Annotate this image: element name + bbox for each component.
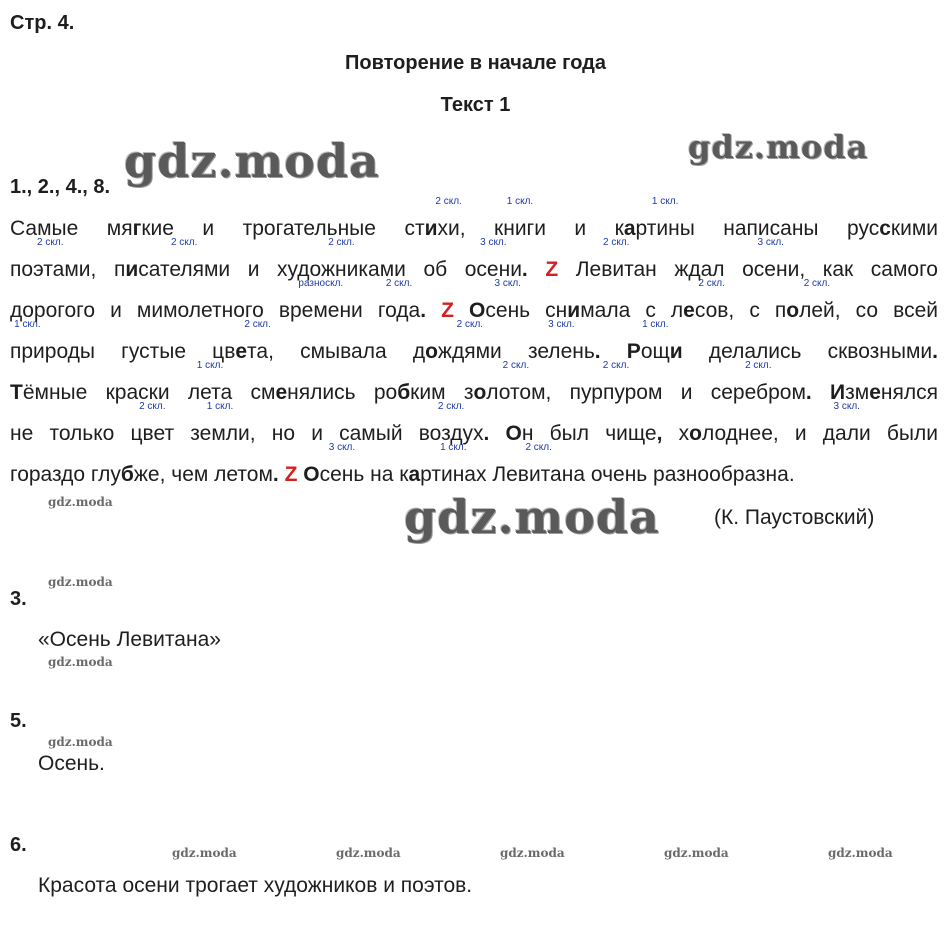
text-segment: ким з [410,381,474,404]
declension-label: 2 скл. [385,278,413,289]
watermark: gdz.moda [48,655,113,669]
highlighted-letter: с [879,217,891,240]
task-label-3: 3. [10,588,27,610]
declension-label: 1 скл. [206,401,234,412]
text-segment: же, чем летом [133,463,273,486]
text-segment: кие и трогательные ст [141,217,425,240]
task1-paragraph [10,196,939,495]
highlighted-letter: и [567,299,581,322]
highlighted-letter: г [132,217,142,240]
annotated-word: ртинах [420,463,487,486]
declension-label: 1 скл. [14,319,41,330]
text-segment: сн [530,299,568,322]
highlighted-letter: а [623,217,636,240]
text-segment: роды густые цв [44,340,236,363]
watermark: gdz.moda [48,495,113,509]
answer-5: Осень. [38,752,105,775]
annotated-word: года [377,299,421,322]
text-segment: и [230,258,277,281]
declension-label: 1 скл. [642,319,669,330]
annotated-word: Левитана [492,463,586,486]
annotated-word: дали [822,422,871,445]
annotated-word: книги [494,217,546,240]
text-segment: и к [545,217,624,240]
paragraph-mark: Z [545,258,559,281]
highlighted-letter: е [869,381,881,404]
declension-label: 2 скл. [502,360,530,371]
watermark: gdz.moda [404,490,660,544]
paragraph-line [10,196,939,249]
highlighted-letter: е [275,381,288,404]
text-segment: нялся [880,381,938,404]
highlighted-letter: Т [10,381,23,404]
highlighted-letter: о [473,381,487,404]
text-segment: , [459,217,495,240]
highlighted-letter: и [669,340,683,363]
annotated-word: ждями [437,340,502,363]
annotated-word: Левитан [575,258,657,281]
watermark: gdz.moda [688,128,869,166]
annotated-word: осени [464,258,522,281]
annotated-word: сов [694,299,729,322]
text-segment: н был чище [521,422,657,445]
declension-label: 2 скл. [170,237,198,248]
declension-label: 2 скл. [456,319,484,330]
declension-label: 2 скл. [803,278,831,289]
annotated-word: та [247,340,269,363]
annotated-word: хи [437,217,460,240]
highlighted-letter: О [469,299,486,322]
annotated-word: лета [187,381,233,404]
watermark: gdz.moda [664,846,729,860]
answer-6: Красота осени трогает художников и поэтов. [38,874,473,897]
declension-label: 1 скл. [651,196,679,207]
answer-3: «Осень Левитана» [38,628,221,651]
text-segment: кими [890,217,939,240]
text-segment: дорогого и мимолетного [10,299,279,322]
highlighted-letter: и [125,258,139,281]
text-segment: , п [90,258,126,281]
watermark: gdz.moda [336,846,401,860]
text-segment: , смывала д [268,340,426,363]
annotated-word: при [10,340,45,363]
text-segment: зм [845,381,870,404]
text-title: Текст 1 [440,94,511,116]
declension-label: 1 скл. [440,442,467,453]
declension-label: 2 скл. [37,237,64,248]
declension-label: 2 скл. [745,360,772,371]
text-segment [174,422,190,445]
annotated-word: пурпуром [569,381,663,404]
highlighted-letter: , [656,422,663,445]
highlighted-letter: е [683,299,695,322]
text-segment: Самые мя [10,217,133,240]
text-segment: х [662,422,690,445]
declension-label: 2 скл. [602,360,630,371]
annotated-word: ощ [640,340,670,363]
text-segment: , с п [728,299,787,322]
highlighted-letter: О [505,422,522,445]
declension-label: разноскл. [298,278,344,289]
text-segment: не только [10,422,131,445]
text-segment: были [870,422,938,445]
highlighted-letter: Р [626,340,641,363]
highlighted-letter: . [420,299,442,322]
highlighted-letter: . [594,340,627,363]
annotated-word: воздух [418,422,484,445]
text-segment: нялись ро [287,381,398,404]
text-segment: лоднее, и [701,422,823,445]
declension-label: 2 скл. [435,196,462,207]
text-segment: ёмные краски [22,381,188,404]
text-segment: , но и самый [249,422,419,445]
task-label-1: 1., 2., 4., 8. [10,176,111,198]
page-number: Стр. 4. [10,12,75,34]
declension-label: 2 скл. [525,442,552,453]
text-segment: и [662,381,711,404]
watermark: gdz.moda [500,846,565,860]
paragraph-line [10,237,938,290]
author-attribution: (К. Паустовский) [714,506,875,529]
declension-label: 2 скл. [139,401,166,412]
highlighted-letter: . [932,340,938,363]
annotated-word: земли [190,422,250,445]
declension-label: 2 скл. [328,237,355,248]
highlighted-letter: . [521,258,546,281]
declension-label: 2 скл. [437,401,465,412]
highlighted-letter: . [272,463,285,486]
text-segment: ждал [656,258,743,281]
annotated-word: сателями [138,258,231,281]
text-segment: очень разнообразна. [585,463,795,486]
highlighted-letter: о [786,299,800,322]
text-segment: об [405,258,465,281]
declension-label: 3 скл. [328,442,356,453]
declension-label: 3 скл. [548,319,575,330]
highlighted-letter: о [689,422,702,445]
paragraph-line [10,319,938,372]
declension-label: 1 скл. [196,360,224,371]
paragraph-line [10,401,938,454]
task-label-5: 5. [10,710,27,732]
declension-label: 3 скл. [494,278,521,289]
text-segment [363,299,378,322]
highlighted-letter: . [805,381,831,404]
watermark: gdz.moda [48,735,113,749]
paragraph-mark: Z [284,463,298,486]
text-segment: , [545,381,570,404]
highlighted-letter: е [235,340,248,363]
text-segment: написаны рус [694,217,880,240]
highlighted-letter: б [397,381,411,404]
watermark: gdz.moda [828,846,893,860]
annotated-word: лей [799,299,835,322]
annotated-word: ртины [635,217,695,240]
highlighted-letter: . [483,422,506,445]
highlighted-letter: И [830,381,846,404]
highlighted-letter: О [303,463,320,486]
annotated-word: сень [485,299,531,322]
text-segment: см [232,381,276,404]
annotated-word: сень [319,463,365,486]
text-segment: гораздо глу [10,463,121,486]
declension-label: 1 скл. [506,196,534,207]
watermark: gdz.moda [124,134,380,188]
annotated-word: художниками [277,258,406,281]
watermark: gdz.moda [172,846,237,860]
text-segment: на к [364,463,409,486]
declension-label: 3 скл. [480,237,507,248]
highlighted-letter: б [120,463,134,486]
declension-label: 2 скл. [603,237,630,248]
text-segment: мала с л [580,299,684,322]
annotated-word: зелень [527,340,595,363]
watermark: gdz.moda [48,575,113,589]
declension-label: 3 скл. [757,237,784,248]
annotated-word: лотом [486,381,546,404]
declension-label: 3 скл. [833,401,860,412]
annotated-word: серебром [710,381,806,404]
annotated-word: осени [742,258,800,281]
paragraph-line [10,442,938,495]
highlighted-letter: и [424,217,438,240]
highlighted-letter: о [425,340,438,363]
declension-label: 2 скл. [244,319,271,330]
declension-label: 2 скл. [698,278,725,289]
text-segment: , со всей [834,299,939,322]
paragraph-mark: Z [441,299,454,322]
annotated-word: поэтами [10,258,91,281]
section-title: Повторение в начале года [344,52,606,74]
text-segment [558,258,576,281]
annotated-word: времени [278,299,363,322]
highlighted-letter: а [408,463,421,486]
task-label-6: 6. [10,834,27,856]
text-segment: , как самого [799,258,938,281]
text-segment: делались сквозными [682,340,933,363]
annotated-word: цвет [130,422,175,445]
